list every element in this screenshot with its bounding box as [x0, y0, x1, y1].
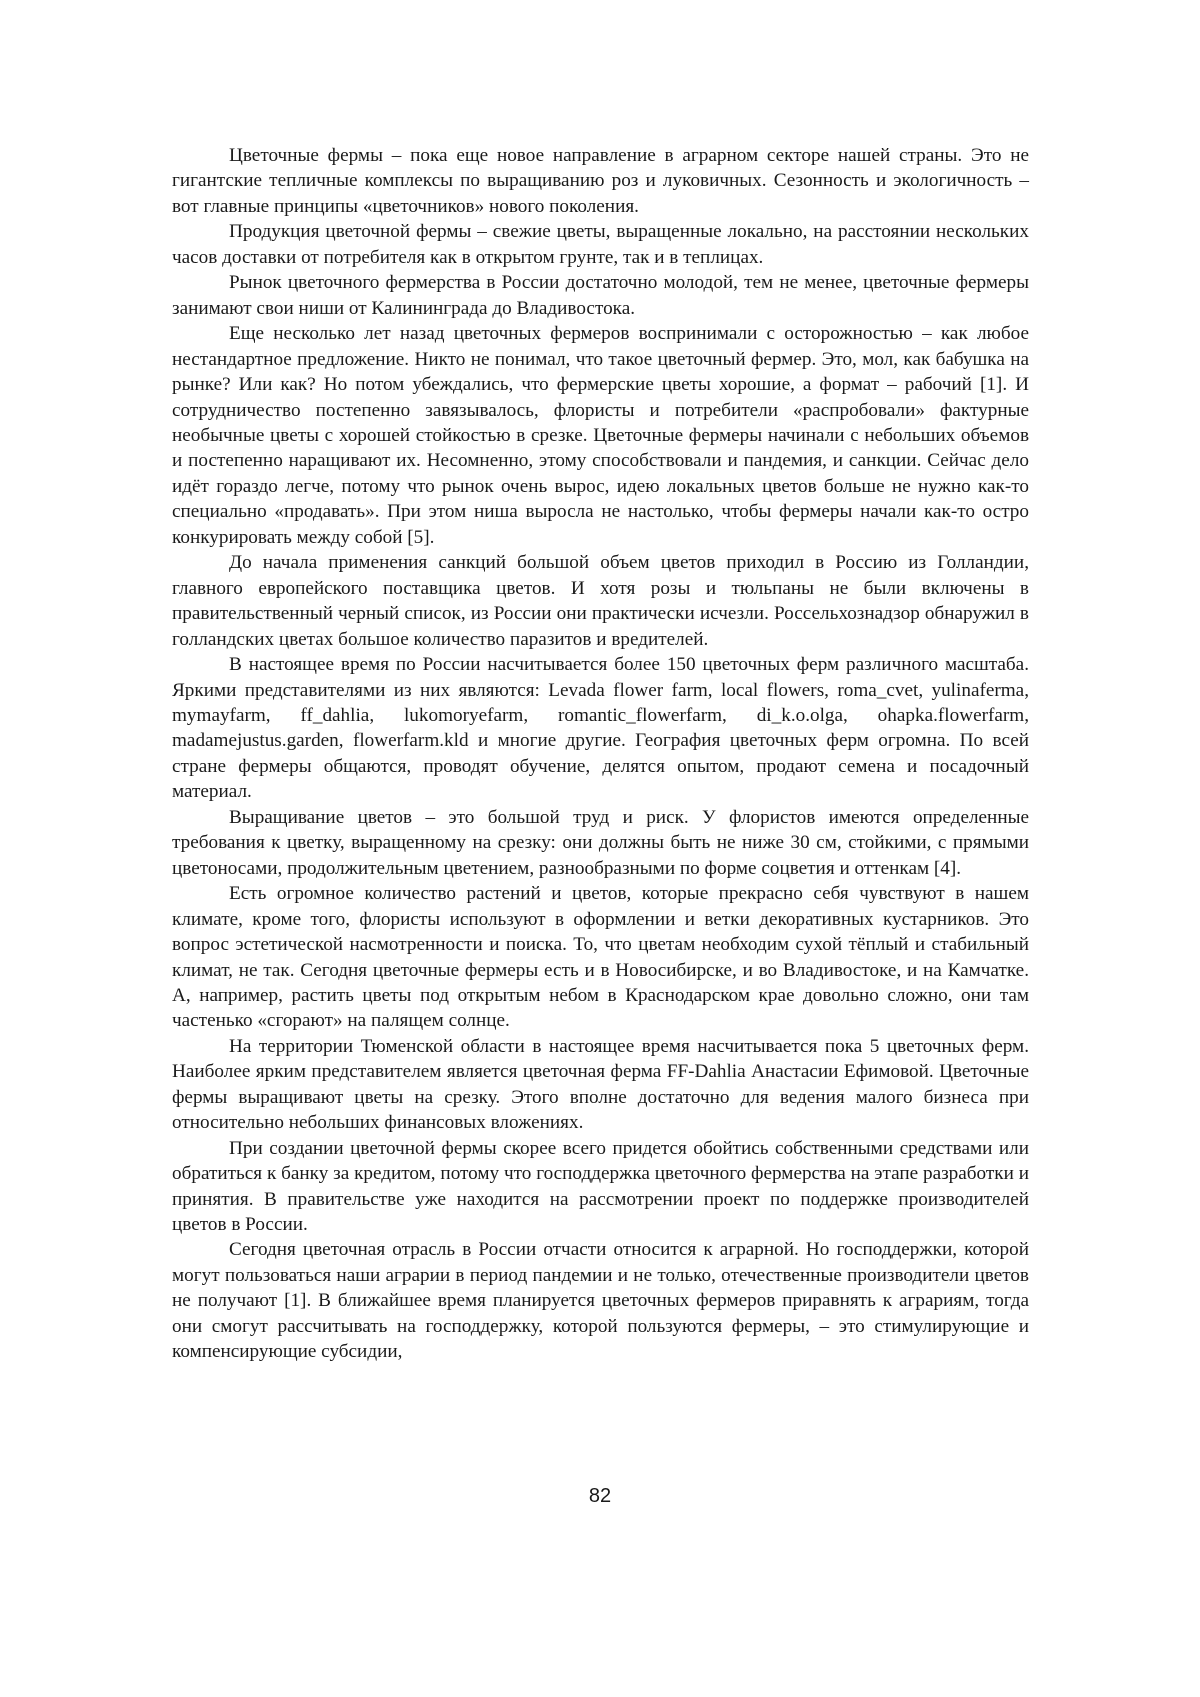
paragraph-farm-products: Продукция цветочной фермы – свежие цветы, выращенные локально, на расстоя­нии нескольких часов доставки от потребителя как в открытом грунте, так и в теплицах.	[172, 219, 1029, 270]
paragraph-market-overview: Рынок цветочного фермерства в России достаточно молодой, тем не менее, цветоч­ные фермеры занимают свои ниши от Калининграда до Владивостока.	[172, 270, 1029, 321]
page-number: 82	[0, 1484, 1200, 1508]
paragraph-financing: При создании цветочной фермы скорее всего придется обойтись собственными средствами или обратиться к банку за кредитом, потому что господдержка цветочного фермерства на этапе разработки и принятия. В правительстве уже находится на рассмот­рении проект по поддержке производителей цветов в России.	[172, 1136, 1029, 1238]
paragraph-growing-requirements: Выращивание цветов – это большой труд и риск. У флористов имеются определен­ные требования к цветку, выращенному на срезку: они должны быть не ниже 30 см, стой­кими, с прямыми цветоносами, продолжительным цветением, разнообразными по форме соцветия и оттенкам [4].	[172, 805, 1029, 881]
paragraph-farmer-perception: Еще несколько лет назад цветочных фермеров воспринимали с осторожностью – как любое нестандартное предложение. Никто не понимал, что такое цветочный фермер. Это, мол, как бабушка на рынке? Или как? Но потом убеждались, что фермерские цветы хорошие, а формат – рабочий [1]. И сотрудничество постепенно завязывалось, флористы и потребители «распробовали» фактурные необычные цветы с хорошей стойкостью в срезке. Цветочные фермеры начинали с небольших объемов и постепенно наращивают их. Несомненно, этому способствовали и пандемия, и санкции. Сейчас дело идёт гораздо легче, потому что рынок очень вырос, идею локальных цветов больше не нужно как-то специально «продавать». При этом ниша выросла не настолько, чтобы фермеры начали как-то остро конкурировать между собой [5].	[172, 321, 1029, 550]
document-page	[0, 0, 1200, 1697]
paragraph-tyumen-region: На территории Тюменской области в настоящее время насчитывается пока 5 цве­точных ферм. Наиболее ярким представителем является цветочная ферма FF-Dahlia Ана­стасии Ефимовой. Цветочные фермы выращивают цветы на срезку. Этого вполне доста­точно для ведения малого бизнеса при относительно небольших финансовых вложениях.	[172, 1034, 1029, 1136]
article-body	[172, 143, 1029, 1365]
paragraph-sanctions-imports: До начала применения санкций большой объем цветов приходил в Россию из Голландии, главного европейского поставщика цветов. И хотя розы и тюльпаны не были включены в правительственный черный список, из России они практически ис­чезли. Россельхознадзор обнаружил в голландских цветах большое количество парази­тов и вредителей.	[172, 550, 1029, 652]
paragraph-state-support: Сегодня цветочная отрасль в России отчасти относится к аграрной. Но господдерж­ки, которой могут пользоваться наши аграрии в период пандемии и не только, отече­ственные производители цветов не получают [1]. В ближайшее время планируется цве­точных фермеров приравнять к аграриям, тогда они смогут рассчитывать на господдерж­ку, которой пользуются фермеры, – это стимулирующие и компенсирующие субсидии,	[172, 1237, 1029, 1364]
paragraph-farm-count: В настоящее время по России насчитывается более 150 цветочных ферм различного масштаба. Яркими представителями из них являются: Levada flower farm, local flowers, roma_cvet, yulinaferma, mymayfarm, ff_dahlia, lukomoryefarm, romantic_flowerfarm, di_k.o.olga, ohapka.flowerfarm, madamejustus.garden, flowerfarm.kld и многие другие. Гео­графия цветочных ферм огромна. По всей стране фермеры общаются, проводят обучение, делятся опытом, продают семена и посадочный материал.	[172, 652, 1029, 805]
paragraph-climate: Есть огромное количество растений и цветов, которые прекрасно себя чувствуют в нашем климате, кроме того, флористы используют в оформлении и ветки декоративных кустарников. Это вопрос эстетической насмотренности и поиска. То, что цветам необхо­дим сухой тёплый и стабильный климат, не так. Сегодня цветочные фермеры есть и в Но­восибирске, и во Владивостоке, и на Камчатке. А, например, растить цветы под откры­тым небом в Краснодарском крае довольно сложно, они там частенько «сгорают» на па­лящем солнце.	[172, 881, 1029, 1034]
paragraph-flower-farms-intro: Цветочные фермы – пока еще новое направление в аграрном секторе нашей страны. Это не гигантские тепличные комплексы по выращиванию роз и луковичных. Сезонность и экологичность – вот главные принципы «цветочников» нового поколения.	[172, 143, 1029, 219]
